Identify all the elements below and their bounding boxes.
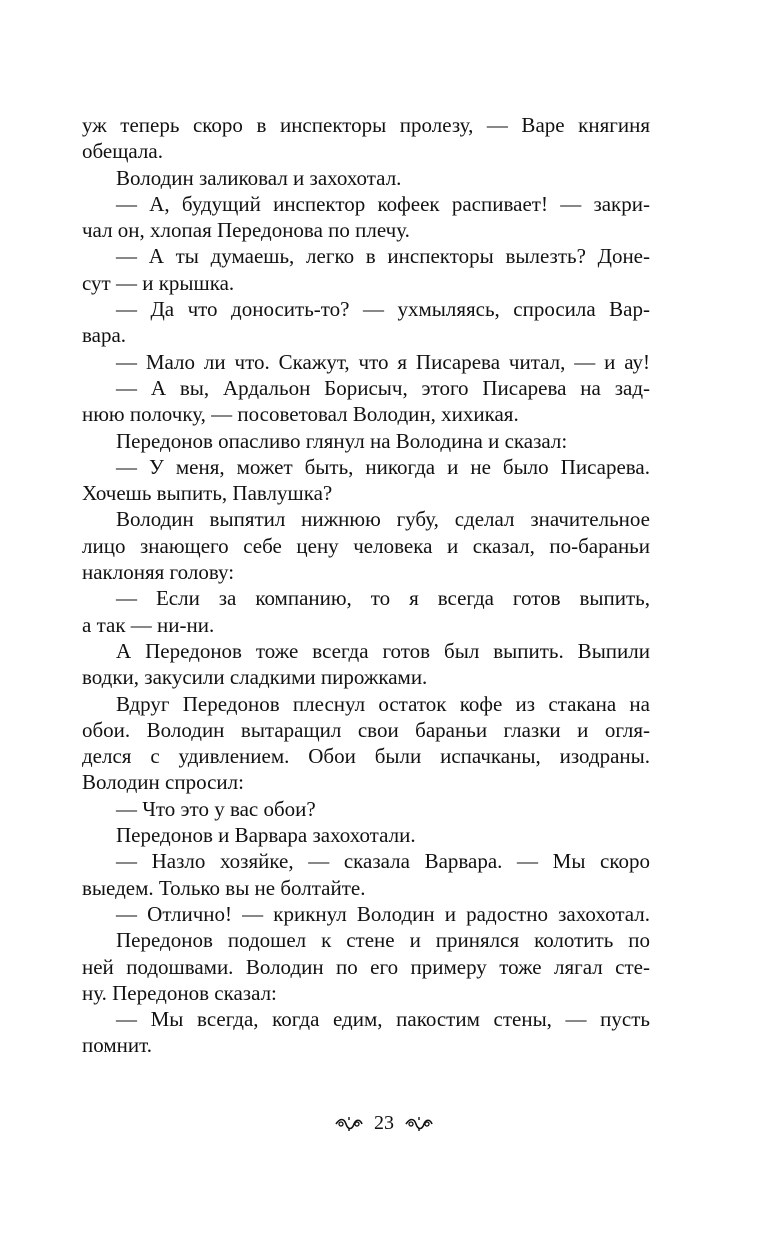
text-line: — А ты думаешь, легко в инспекторы вылезть? Доне- (116, 244, 650, 269)
text-line: ну. Передонов сказал: (82, 980, 277, 1005)
right-ornament-icon (404, 1115, 434, 1133)
text-line: уж теперь скоро в инспекторы пролезу, — Варе княгиня (82, 113, 650, 137)
text-line: — А, будущий инспектор кофеек распивает! — закри- (116, 191, 650, 216)
text-line: — Мало ли что. Скажут, что я Писарева читал, — и ау! (116, 349, 650, 374)
text-line: — Что это у вас обои? (116, 796, 316, 821)
text-line: Передонов подошел к стене и принялся колотить по (116, 928, 650, 953)
text-line: — Мы всегда, когда едим, пакостим стены, — пусть (116, 1007, 650, 1032)
text-line: — Если за компанию, то я всегда готов выпить, (116, 586, 650, 611)
text-line: Володин заликовал и захохотал. (116, 165, 402, 190)
text-line: обещала. (82, 139, 163, 164)
text-line: делся с удивлением. Обои были испачканы, изодраны. (82, 744, 650, 769)
text-line: наклоняя голову: (82, 560, 235, 585)
page-number: 23 (374, 1112, 394, 1134)
text-line: А Передонов тоже всегда готов был выпить. Выпили (116, 638, 650, 663)
text-line: обои. Володин вытаращил свои бараньи глазки и огля- (82, 717, 650, 742)
left-ornament-icon (334, 1115, 364, 1133)
text-line: нюю полочку, — посоветовал Володин, хихикая. (82, 402, 519, 427)
text-line: — У меня, может быть, никогда и не было Писарева. (116, 454, 650, 479)
page-body (82, 112, 650, 1059)
text-line: лицо знающего себе цену человека и сказал, по-бараньи (82, 533, 650, 558)
text-line: ней подошвами. Володин по его примеру тоже лягал сте- (82, 954, 650, 979)
text-line: Вдруг Передонов плеснул остаток кофе из стакана на (116, 691, 650, 716)
text-line: — Отлично! — крикнул Володин и радостно захохотал. (116, 901, 650, 926)
text-line: помнит. (82, 1033, 152, 1058)
text-line: а так — ни-ни. (82, 612, 215, 637)
text-line: — А вы, Ардальон Борисыч, этого Писарева на зад- (116, 375, 650, 400)
text-line: вара. (82, 323, 127, 348)
text-line: Передонов опасливо глянул на Володина и сказал: (116, 428, 568, 453)
text-line: чал он, хлопая Передонова по плечу. (82, 218, 410, 243)
text-line: водки, закусили сладкими пирожками. (82, 665, 428, 690)
text-line: Хочешь выпить, Павлушка? (82, 481, 333, 506)
text-line: — Назло хозяйке, — сказала Варвара. — Мы скоро (116, 849, 650, 874)
text-line: Передонов и Варвара захохотали. (116, 823, 416, 848)
page-footer (0, 1112, 768, 1135)
text-line: сут — и крышка. (82, 270, 235, 295)
text-line: выедем. Только вы не болтайте. (82, 875, 366, 900)
text-line: Володин выпятил нижнюю губу, сделал значительное (116, 507, 650, 532)
text-line: Володин спросил: (82, 770, 244, 795)
text-line: — Да что доносить-то? — ухмыляясь, спросила Вар- (116, 297, 650, 322)
